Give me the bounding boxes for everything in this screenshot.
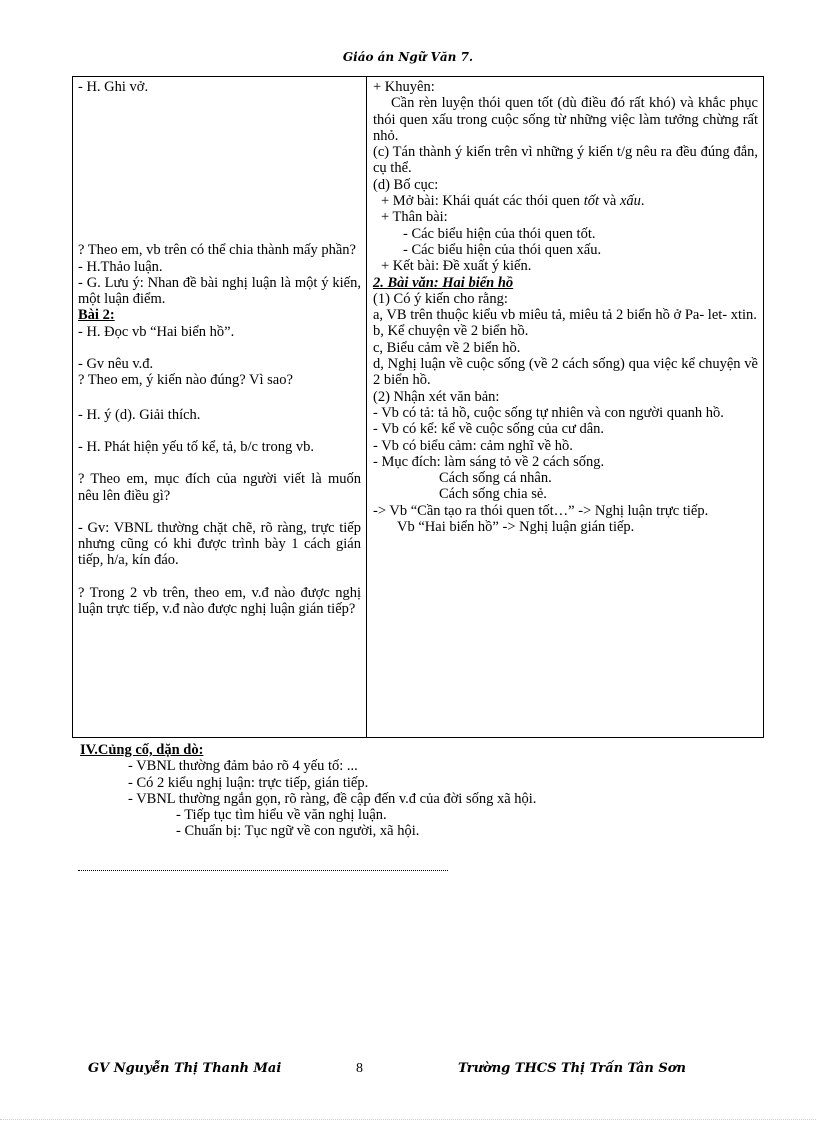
right-item: a, VB trên thuộc kiểu vb miêu tả, miêu tả 2 biển hồ ở Pa- let- xtin. [373, 307, 757, 324]
spacer [78, 455, 361, 471]
right-item: - Các biểu hiện của thói quen tốt. [403, 225, 596, 242]
right-item: Cần rèn luyện thói quen tốt (dù điều đó rất khó) và khắc phục thói quen xấu trong cuộc sống từ những việc làm tưởng chừng rất nhỏ. [373, 95, 758, 144]
page-header: Giáo án Ngữ Văn 7. [342, 50, 474, 64]
spacer [78, 95, 361, 242]
left-item: - H. Phát hiện yếu tố kể, tả, b/c trong vb. [78, 438, 314, 455]
right-item: c, Biểu cảm về 2 biển hồ. [373, 339, 521, 356]
right-item: + Kết bài: Đề xuất ý kiến. [381, 258, 532, 275]
mo-bai-va: và [602, 193, 617, 210]
footer-teacher: GV Nguyễn Thị Thanh Mai [88, 1061, 282, 1076]
right-item: + Khuyên: [373, 79, 435, 95]
right-item: Vb “Hai biển hồ” -> Nghị luận gián tiếp. [397, 519, 635, 536]
footer-school: Trường THCS Thị Trấn Tân Sơn [458, 1061, 686, 1076]
left-item: - H.Thảo luận. [78, 258, 163, 275]
teacher-student-activities-column [73, 77, 367, 737]
section-title: IV.Củng cố, dặn dò: [80, 742, 204, 758]
left-item: - Gv nêu v.đ. [78, 356, 154, 373]
section-item: - Tiếp tục tìm hiểu về văn nghị luận. [176, 807, 387, 824]
spacer [78, 569, 361, 585]
left-item: - H. ý (d). Giải thích. [78, 406, 201, 423]
section-item: - VBNL thường ngắn gọn, rõ ràng, đề cập đến v.đ của đời sống xã hội. [128, 790, 537, 807]
right-item: + Thân bài: [381, 209, 448, 226]
right-item-mo-bai [373, 193, 758, 209]
left-item: - G. Lưu ý: Nhan đề bài nghị luận là một ý kiến, một luận điểm. [78, 274, 361, 308]
right-item: (2) Nhận xét văn bản: [373, 388, 500, 405]
page-number: 8 [356, 1061, 363, 1076]
mo-bai-period: . [640, 193, 645, 210]
right-item: Cách sống cá nhân. [439, 470, 552, 487]
right-item: d, Nghị luận về cuộc sống (về 2 cách sống) qua việc kể chuyện về 2 biển hồ. [373, 356, 758, 389]
right-item: Cách sống chia sẻ. [439, 486, 547, 503]
left-item: ? Trong 2 vb trên, theo em, v.đ nào được nghị luận trực tiếp, v.đ nào được nghị luận gián tiếp? [78, 584, 361, 618]
right-item: - Vb có tả: tả hồ, cuộc sống tự nhiên và con người quanh hồ. [373, 404, 724, 421]
spacer [78, 389, 361, 407]
right-item: -> Vb “Cần tạo ra thói quen tốt…” -> Nghị luận trực tiếp. [373, 502, 709, 519]
section-item: - Chuẩn bị: Tục ngữ về con người, xã hội. [176, 823, 420, 840]
spacer [78, 340, 361, 356]
right-item-heading: 2. Bài văn: Hai biển hồ [373, 274, 514, 291]
mo-bai-tot: tốt [583, 193, 599, 210]
right-item: (1) Có ý kiến cho rằng: [373, 290, 508, 307]
right-item: - Mục đích: làm sáng tỏ về 2 cách sống. [373, 453, 605, 470]
mo-bai-text: + Mở bài: Khái quát các thói quen [381, 193, 581, 210]
right-item: - Vb có kể: kể về cuộc sống của cư dân. [373, 421, 605, 438]
right-item: (c) Tán thành ý kiến trên vì những ý kiến t/g nêu ra đều đúng đắn, cụ thể. [373, 144, 758, 177]
right-item: b, Kể chuyện về 2 biển hồ. [373, 323, 529, 340]
review-section [80, 742, 720, 840]
left-item: Bài 2: [78, 307, 115, 324]
left-item: ? Theo em, ý kiến nào đúng? Vì sao? [78, 372, 293, 389]
page-edge [0, 1119, 816, 1120]
right-item: - Các biểu hiện của thói quen xấu. [403, 241, 602, 258]
spacer [78, 504, 361, 520]
dotted-divider [78, 870, 448, 871]
left-item: - H. Ghi vở. [78, 79, 149, 95]
right-item: (d) Bố cục: [373, 176, 439, 193]
section-item: - VBNL thường đảm bảo rõ 4 yếu tố: ... [128, 758, 358, 775]
left-item: - H. Đọc vb “Hai biển hồ”. [78, 323, 235, 340]
lesson-table [72, 76, 764, 738]
left-item: ? Theo em, vb trên có thể chia thành mấy phần? [78, 242, 356, 259]
right-item: - Vb có biểu cảm: cảm nghĩ về hồ. [373, 437, 573, 454]
spacer [78, 423, 361, 439]
section-item: - Có 2 kiểu nghị luận: trực tiếp, gián tiếp. [128, 774, 369, 791]
left-item: - Gv: VBNL thường chặt chẽ, rõ ràng, trực tiếp nhưng cũng có khi được trình bày 1 cách gián tiếp, h/a, kín đáo. [78, 519, 361, 569]
left-item: ? Theo em, mục đích của người viết là muốn nêu lên điều gì? [78, 471, 361, 504]
content-column [367, 77, 763, 737]
mo-bai-xau: xấu [619, 193, 641, 210]
